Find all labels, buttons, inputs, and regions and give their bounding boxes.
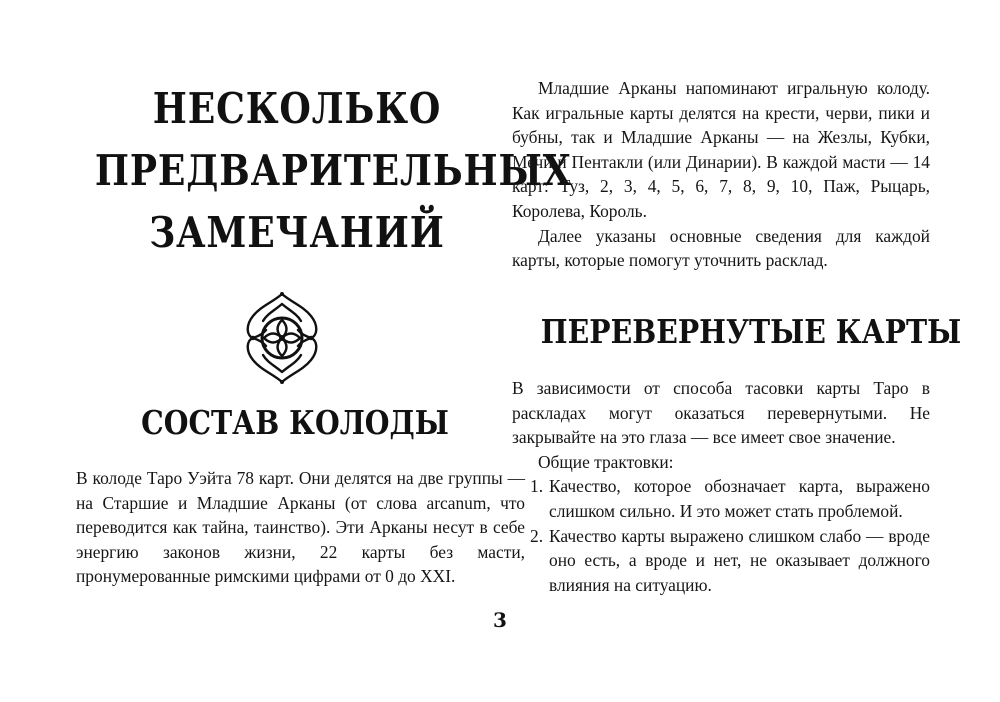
reversed-cards-text — [512, 376, 930, 597]
paragraph: Далее указаны основные сведения для каждой карты, которые помогут уточнить расклад. — [512, 225, 930, 271]
chapter-title-line: ПРЕДВАРИТЕЛЬНЫХ — [94, 146, 572, 195]
chapter-title-line: НЕСКОЛЬКО — [152, 84, 442, 133]
list-item-text: Качество, которое обозначает карта, выражено слишком сильно. И это может стать проблемой. — [549, 476, 930, 521]
list-item — [512, 524, 930, 598]
list-intro: Общие трактовки: — [538, 451, 674, 472]
interpretations-list — [512, 474, 930, 597]
list-item-text: Качество карты выражено слишком слабо — вроде оно есть, а вроде и нет, не оказывает должного влияния на ситуацию. — [549, 525, 930, 595]
paragraph: Младшие Арканы напоминают игральную колоду. Как игральные карты делятся на крести, черви, пики и бубны, так и Младшие Арканы — на Жезлы, Кубки, Мечи и Пентакли (или Динарии). В каждой масти — 14 карт: Туз, 2, 3, 4, 5, 6, 7, 8, 9, 10, Паж, Рыцарь, Королева, Король. — [512, 78, 930, 221]
paragraph: В зависимости от способа тасовки карты Таро в раскладах могут оказаться перевернутыми. Не закрывайте на это глаза — все имеет свое значение. — [512, 378, 930, 448]
list-number: 1. — [530, 476, 544, 497]
right-column-text — [512, 76, 930, 273]
list-number: 2. — [530, 525, 544, 546]
list-item — [512, 474, 930, 523]
chapter-title-line: ЗАМЕЧАНИЙ — [149, 208, 445, 257]
left-column-text — [76, 466, 525, 589]
floral-ornament-icon — [239, 290, 325, 386]
page-number: 3 — [493, 608, 507, 632]
chapter-title — [94, 78, 572, 264]
section-title-composition: СОСТАВ КОЛОДЫ — [141, 403, 449, 442]
paragraph: В колоде Таро Уэйта 78 карт. Они делятся на две группы — на Старшие и Младшие Арканы (от слова arcanum, что переводится как тайна, таинство). Эти Арканы несут в себе энергию законов жизни, 22 карты без масти, пронумерованные римскими цифрами от 0 до XXI. — [76, 468, 525, 587]
section-title-reversed-cards: ПЕРЕВЕРНУТЫЕ КАРТЫ — [540, 312, 962, 351]
